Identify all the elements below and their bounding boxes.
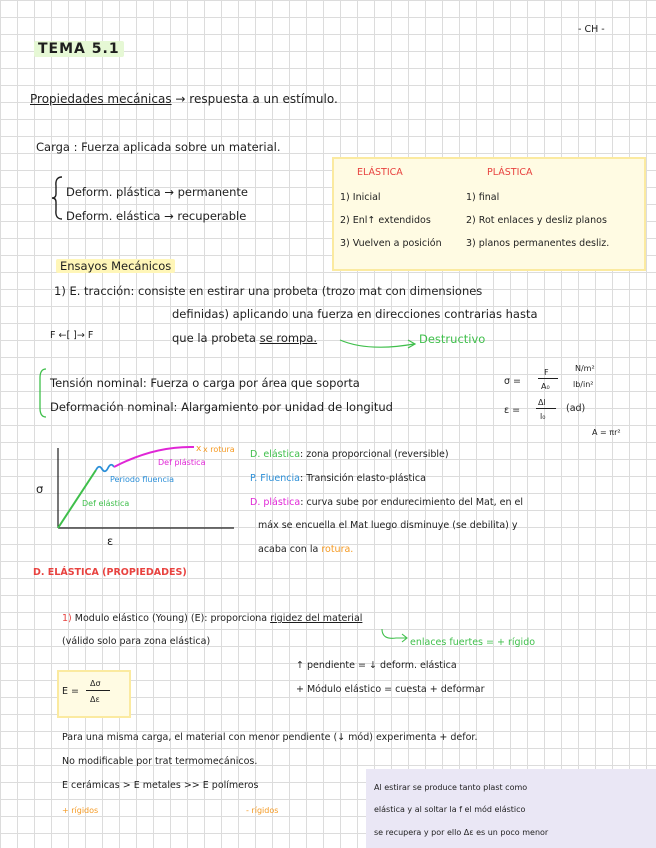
label-def-plastica: Def plástica [158, 458, 206, 467]
destructivo-label: Destructivo [419, 332, 486, 346]
stress-strain-graph [44, 444, 234, 534]
traccion-line2: definidas) aplicando una fuerza en direcciones contrarias hasta [172, 307, 538, 321]
eps-formula-num: Δl [538, 398, 546, 407]
purple-note-line3: se recupera y por ello Δε es un poco menor [374, 828, 549, 837]
deformacion-nominal: Deformación nominal: Alargamiento por unidad de longitud [50, 400, 393, 414]
pendiente-line: ↑ pendiente = ↓ deform. elástica [296, 660, 457, 671]
eps-formula-den: l₀ [540, 412, 546, 421]
tension-nominal: Tensión nominal: Fuerza o carga por área que soporta [50, 376, 360, 390]
young-fraction-bar [86, 690, 110, 691]
sigma-units-top: N/m² [575, 364, 595, 373]
traccion-line3: que la probeta se rompa. [172, 331, 318, 345]
purple-note-line2: elástica y al soltar la f el mód elástico [374, 805, 526, 814]
rigidos-plus: + rígidos [62, 806, 99, 815]
eps-fraction-bar [536, 408, 556, 409]
def-p-fluencia: P. Fluencia: Transición elasto-plástica [250, 473, 426, 484]
label-fluencia: Periodo fluencia [110, 475, 175, 484]
sigma-formula-num: F [544, 368, 549, 377]
intro-line: Propiedades mecánicas → respuesta a un estímulo. [30, 92, 338, 106]
col-plastica-item: 3) planos permanentes desliz. [466, 238, 610, 249]
d-elastica-heading: D. ELÁSTICA (PROPIEDADES) [33, 567, 187, 578]
col-plastica-item: 2) Rot enlaces y desliz planos [466, 215, 607, 226]
sigma-formula-den: A₀ [541, 382, 550, 391]
modulo-note: (válido solo para zona elástica) [62, 636, 211, 647]
tension-bracket-icon [38, 368, 48, 418]
label-rotura: x rotura [203, 445, 235, 454]
intro-heading: Propiedades mecánicas [30, 92, 172, 106]
def-d-plastica: D. plástica: curva sube por endurecimiento del Mat, en el [250, 497, 524, 508]
col-elastica-item: 2) Enl↑ extendidos [340, 215, 431, 226]
col-plastica-header: PLÁSTICA [487, 167, 533, 178]
purple-note-line1: Al estirar se produce tanto plast como [374, 783, 528, 792]
ranking-line: E cerámicas > E metales >> E polímeros [62, 780, 259, 791]
deform-elastica: Deform. elástica → recuperable [66, 209, 247, 223]
young-formula-den: Δε [90, 695, 100, 704]
col-elastica-header: ELÁSTICA [357, 167, 403, 178]
enlaces-note: enlaces fuertes = + rígido [410, 637, 536, 648]
ensayos-heading: Ensayos Mecánicos [56, 259, 175, 273]
modulo-line: + Módulo elástico = cuesta + deformar [296, 684, 485, 695]
sigma-formula-lhs: σ = [504, 376, 522, 387]
para-line1: Para una misma carga, el material con menor pendiente (↓ mód) experimenta + defor. [62, 732, 478, 743]
young-formula-num: Δσ [90, 679, 101, 688]
destructivo-arrow [338, 334, 418, 350]
probeta-diagram: F ←[ ]→ F [50, 330, 94, 341]
label-def-elastica: Def elástica [82, 499, 130, 508]
modulo-title: 1) Modulo elástico (Young) (E): proporciona rigidez del material [62, 613, 363, 624]
young-formula-lhs: E = [62, 686, 79, 697]
graph-y-label: σ [36, 482, 44, 496]
col-elastica-item: 1) Inicial [340, 192, 381, 203]
carga-definition: Carga : Fuerza aplicada sobre un material. [36, 140, 281, 154]
brace-icon [52, 176, 64, 220]
col-plastica-item: 1) final [466, 192, 500, 203]
page-number: - CH - [578, 24, 605, 35]
fluencia-segment [96, 465, 114, 472]
enlaces-arrow [380, 628, 410, 644]
traccion-line1: 1) E. tracción: consiste en estirar una probeta (trozo mat con dimensiones [54, 284, 483, 298]
para-line2: No modificable por trat termomecánicos. [62, 756, 258, 767]
def-d-plastica-l3: acaba con la rotura. [258, 544, 354, 555]
sigma-units-bottom: lb/in² [573, 380, 594, 389]
def-d-plastica-l2: máx se encuella el Mat luego disminuye (se debilita) y [258, 520, 518, 531]
graph-x-label: ε [107, 534, 114, 548]
page-title: TEMA 5.1 [34, 42, 124, 56]
eps-units: (ad) [566, 403, 586, 414]
area-formula: A = πr² [592, 428, 621, 437]
def-d-elastica: D. elástica: zona proporcional (reversible) [250, 449, 449, 460]
deform-plastica: Deform. plástica → permanente [66, 185, 248, 199]
rigidos-minus: - rígidos [246, 806, 279, 815]
rotura-mark: x [196, 444, 202, 454]
eps-formula-lhs: ε = [504, 405, 521, 416]
col-elastica-item: 3) Vuelven a posición [340, 238, 442, 249]
sigma-fraction-bar [538, 378, 558, 379]
